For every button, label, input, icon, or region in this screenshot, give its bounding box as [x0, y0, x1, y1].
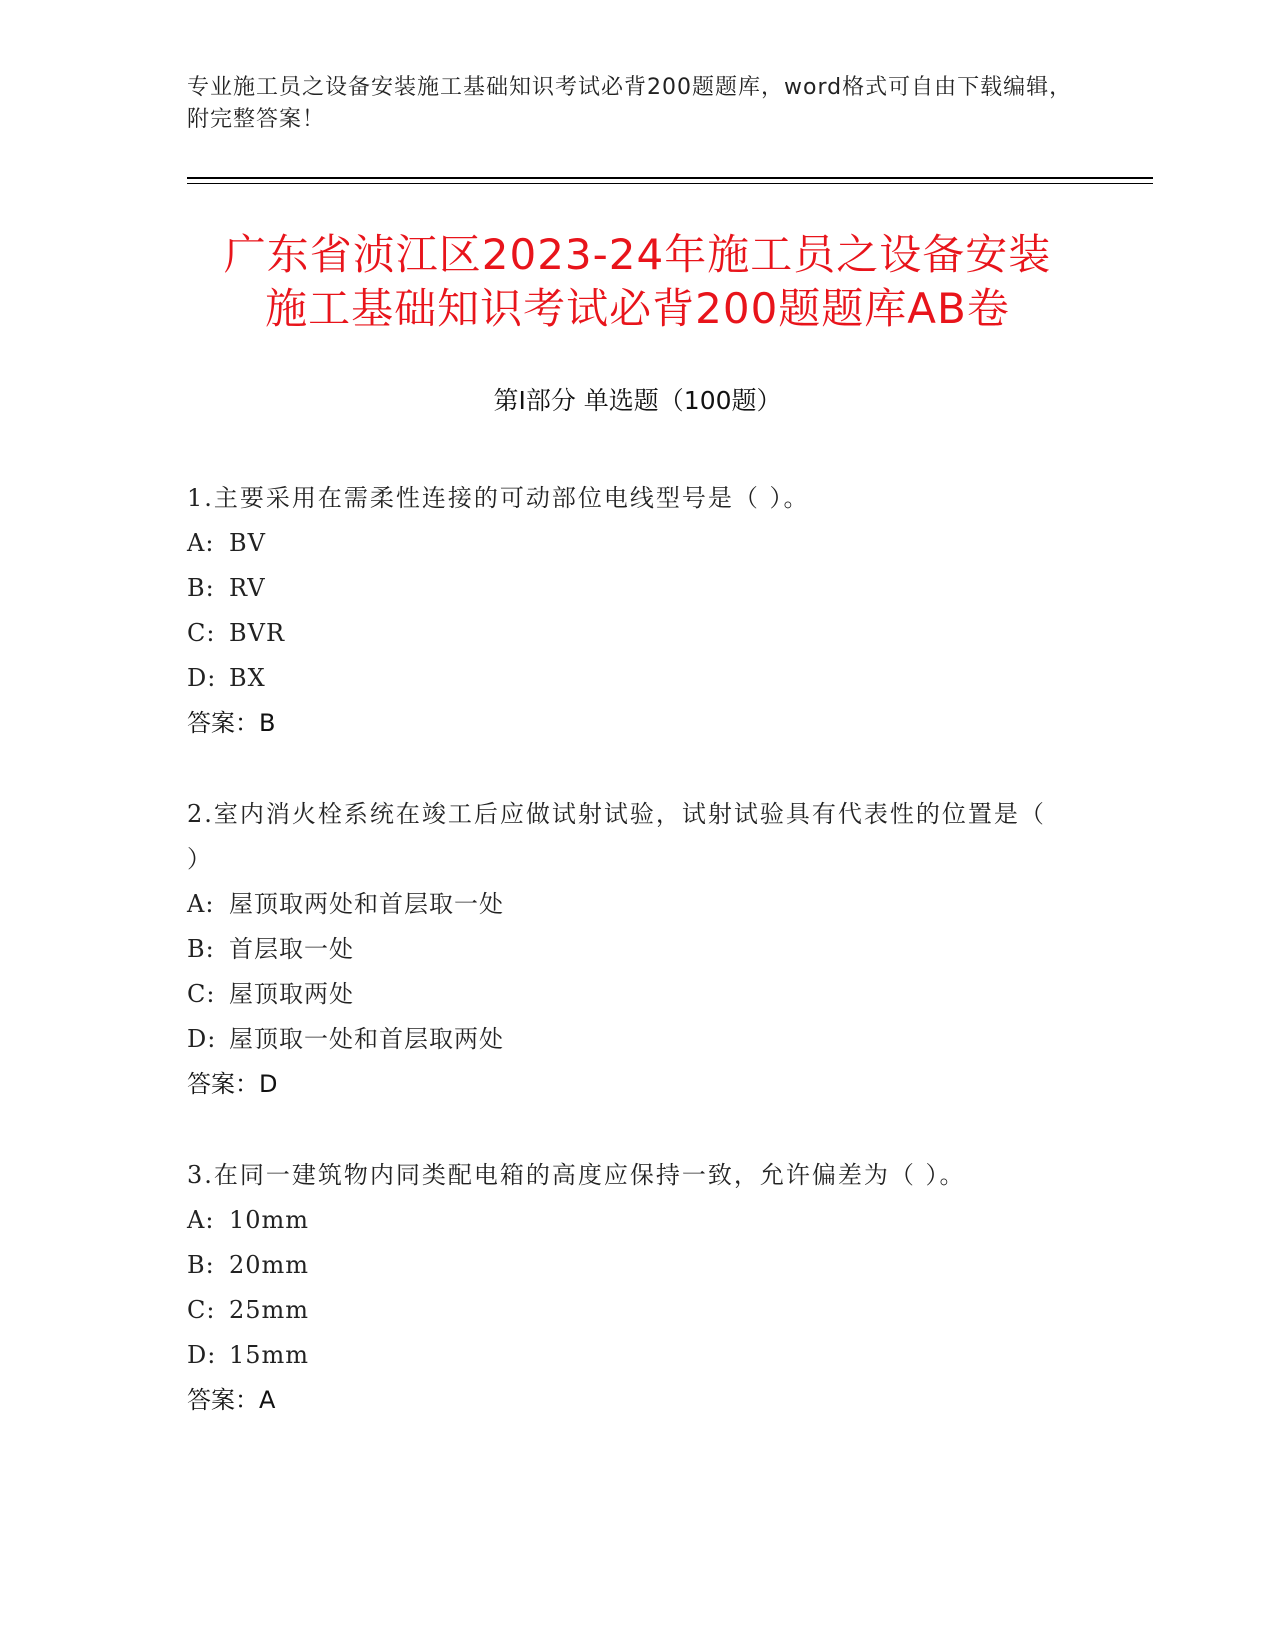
option-text: 10mm [229, 1206, 310, 1234]
option-a [187, 521, 1067, 566]
option-d [187, 1333, 1067, 1378]
answer: 答案：A [187, 1386, 276, 1414]
option-text: RV [229, 574, 266, 602]
option-b [187, 927, 1067, 972]
option-key: A: [187, 1206, 215, 1234]
option-key: C: [187, 1296, 216, 1324]
option-key: B: [187, 1251, 215, 1279]
option-key: A: [187, 890, 215, 918]
option-text: 20mm [229, 1251, 310, 1279]
question-list [187, 476, 1067, 1423]
option-text: 25mm [229, 1296, 310, 1324]
option-key: B: [187, 935, 215, 963]
header-rule-thin [187, 183, 1153, 184]
option-c [187, 611, 1067, 656]
option-text: 屋顶取两处 [229, 980, 354, 1008]
option-key: B: [187, 574, 215, 602]
option-text: 屋顶取两处和首层取一处 [229, 890, 504, 918]
question-2 [187, 792, 1067, 1107]
question-stem: 2.室内消火栓系统在竣工后应做试射试验，试射试验具有代表性的位置是（ ） [187, 800, 1046, 873]
header-rule-thick [187, 177, 1153, 179]
option-d [187, 1017, 1067, 1062]
option-key: D: [187, 1341, 217, 1369]
option-c [187, 1288, 1067, 1333]
option-a [187, 1198, 1067, 1243]
option-key: A: [187, 529, 215, 557]
document-title-line-1: 广东省浈江区2023-24年施工员之设备安装 [223, 230, 1052, 279]
option-text: BV [229, 529, 266, 557]
option-d [187, 656, 1067, 701]
option-b [187, 566, 1067, 611]
header-note: 专业施工员之设备安装施工基础知识考试必背200题题库，word格式可自由下载编辑，附完整答案！ [187, 75, 1073, 132]
question-1 [187, 476, 1067, 746]
option-text: BVR [229, 619, 286, 647]
option-c [187, 972, 1067, 1017]
option-text: 15mm [229, 1341, 310, 1369]
option-key: D: [187, 1025, 217, 1053]
document-title [150, 228, 1125, 336]
option-key: C: [187, 619, 216, 647]
option-key: C: [187, 980, 216, 1008]
option-text: 首层取一处 [229, 935, 354, 963]
question-3 [187, 1153, 1067, 1423]
question-stem: 1.主要采用在需柔性连接的可动部位电线型号是（ ）。 [187, 484, 810, 512]
question-stem: 3.在同一建筑物内同类配电箱的高度应保持一致，允许偏差为（ ）。 [187, 1161, 966, 1189]
answer: 答案：D [187, 1070, 278, 1098]
document-title-line-2: 施工基础知识考试必背200题题库AB卷 [265, 284, 1010, 333]
option-text: 屋顶取一处和首层取两处 [229, 1025, 504, 1053]
option-text: BX [229, 664, 266, 692]
option-b [187, 1243, 1067, 1288]
option-a [187, 882, 1067, 927]
section-heading: 第I部分 单选题（100题） [493, 386, 782, 415]
option-key: D: [187, 664, 217, 692]
answer: 答案：B [187, 709, 276, 737]
